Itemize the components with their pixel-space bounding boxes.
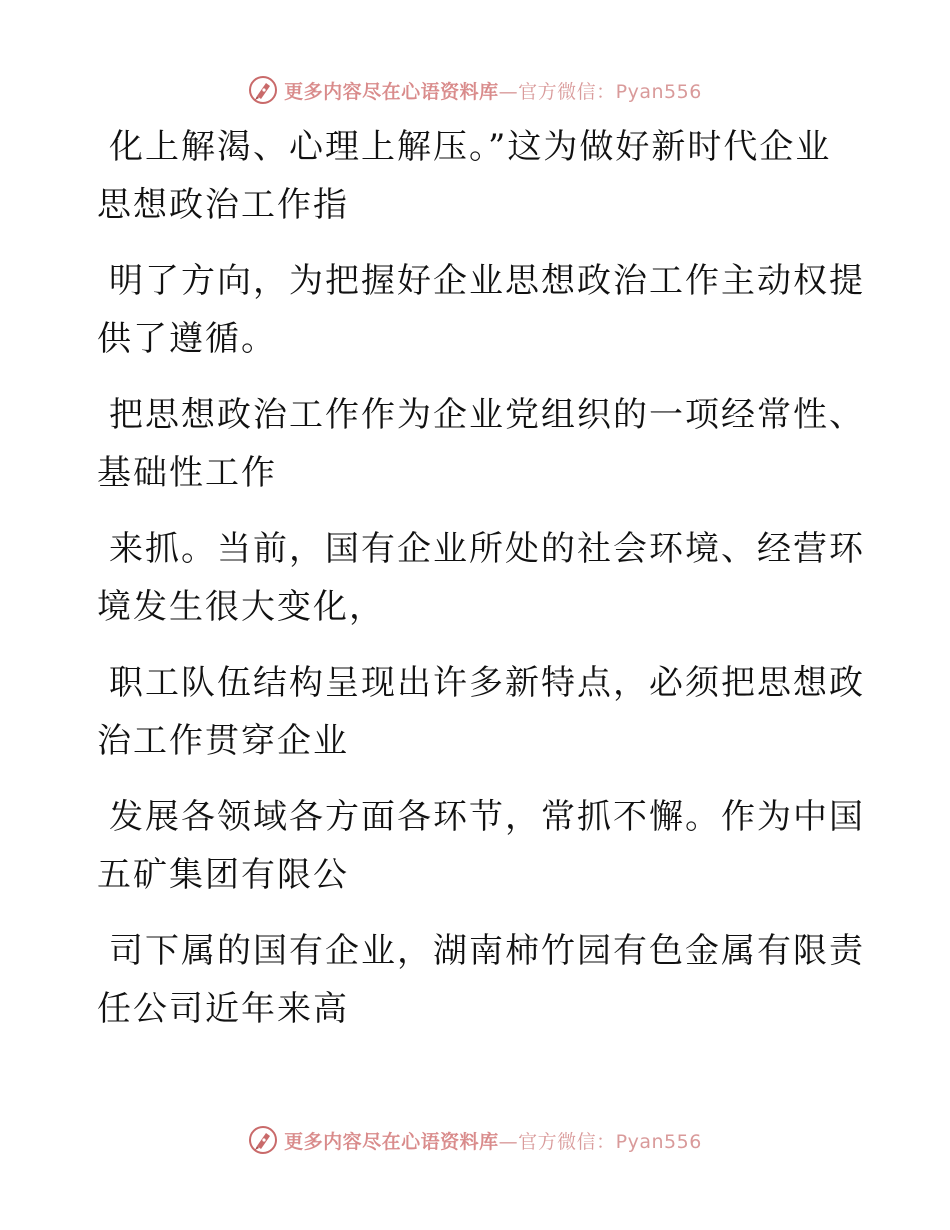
paragraph-1	[97, 118, 837, 234]
pen-nib-logo-icon	[248, 75, 278, 105]
document-body	[97, 118, 865, 1056]
header-watermark-banner	[0, 72, 950, 108]
paragraph-line: 境发生很大变化，	[97, 587, 385, 627]
watermark-text	[284, 1127, 702, 1154]
footer-watermark-banner	[0, 1122, 950, 1158]
watermark-wechat-text: 官方微信：Pyan556	[518, 1130, 702, 1153]
watermark-bold-text: 更多内容尽在心语资料库	[284, 80, 499, 103]
paragraph-line: 司下属的国有企业，湖南柿竹园有色金属有限责	[109, 931, 865, 971]
paragraph-7	[97, 922, 865, 1038]
paragraph-6	[97, 788, 865, 904]
paragraph-line: 明了方向，为把握好企业思想政治工作主动权提	[109, 261, 865, 301]
paragraph-3	[97, 386, 865, 502]
paragraph-line: 任公司近年来高	[97, 989, 349, 1029]
paragraph-5	[97, 654, 865, 770]
paragraph-4	[97, 520, 865, 636]
paragraph-line: 把思想政治工作作为企业党组织的一项经常性、	[109, 395, 865, 435]
paragraph-line: 发展各领域各方面各环节，常抓不懈。作为中国	[109, 797, 865, 837]
paragraph-line: 基础性工作	[97, 453, 277, 493]
watermark-text	[284, 77, 702, 104]
paragraph-line: 治工作贯穿企业	[97, 721, 349, 761]
paragraph-line: 化上解渴、心理上解压。”这为做好新时代企业	[109, 127, 832, 167]
paragraph-line: 思想政治工作指	[97, 185, 349, 225]
paragraph-line: 五矿集团有限公	[97, 855, 349, 895]
watermark-dash: —	[498, 80, 519, 103]
pen-nib-logo-icon	[248, 1125, 278, 1155]
watermark-bold-text: 更多内容尽在心语资料库	[284, 1130, 499, 1153]
paragraph-line: 供了遵循。	[97, 319, 277, 359]
watermark-wechat-text: 官方微信：Pyan556	[518, 80, 702, 103]
paragraph-line: 来抓。当前，国有企业所处的社会环境、经营环	[109, 529, 865, 569]
watermark-dash: —	[498, 1130, 519, 1153]
paragraph-line: 职工队伍结构呈现出许多新特点，必须把思想政	[109, 663, 865, 703]
paragraph-2	[97, 252, 865, 368]
